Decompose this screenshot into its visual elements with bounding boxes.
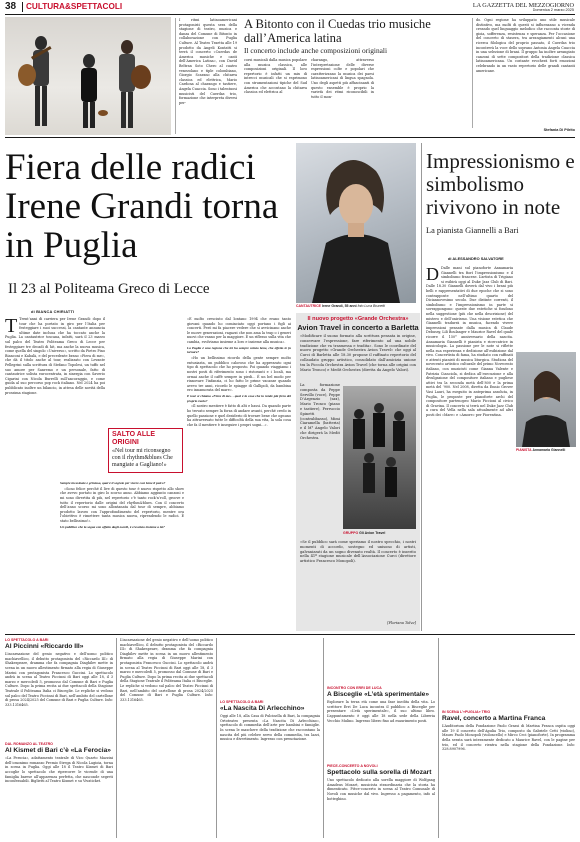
brief-mozart-kicker: PIECE-CONCERTO A NOVOLI: [327, 764, 378, 768]
brief-mozart-title: Spettacolo sulla sorella di Mozart: [327, 768, 432, 776]
brief-ferocia-title: Al Kismet di Bari c’è «La Ferocia»: [5, 746, 111, 754]
brief-riccardo-title: Al Piccinni «Riccardo III»: [5, 642, 84, 650]
newspaper-name: LA GAZZETTA DEL MEZZOGIORNO: [472, 1, 574, 9]
cuedas-article-col2: corsi musicali dalla musica popolare alla musica classica, alle composizioni originali. Il loro repertorio è infatti un mix di intrecci musicali che si esprimono con strumentazioni tipiche del Sud America che accostano la chitarra classica ed elettrica al: [244, 58, 307, 95]
sidebar-quote: «Nel tour mi riconsegno con il rhythm&blues Che mangiate a Gagliano!»: [112, 448, 173, 468]
avion-kicker: Il nuovo progetto «Grande Orchestra»: [307, 316, 409, 322]
avion-body-left: La formazione composta da Peppe Servillo (voce), Peppe D’Argenzio (sax), Mario Tronco (piano e tastiere), Ferruccio Spinetti (contrabbasso), Mimi Ciaramella (batteria) e il M° Angelo Valori che dirigerà la Medit Orchestra.: [300, 383, 340, 440]
caption-credit: foto Luca Brunetti: [357, 304, 386, 308]
brief-riccardo-kicker: LO SPETTACOLO A BARI: [5, 638, 49, 642]
brief-mozart-body: Uno spettacolo dedicato alla sorella maggiore di Wolfgang Amadeus Mozart, musicista straordinaria che la storia ha dimenticato. Pièce-concerto in scena al Teatro Comunale di Novoli con musiche dal vivo. Ingresso a pagamento, info al botteghino.: [327, 778, 435, 801]
caption-label: CANTAUTRICE: [296, 304, 322, 308]
giannelli-caption-label: PIANISTA: [516, 448, 532, 452]
avion-byline: [Floriana Tolve]: [387, 621, 416, 625]
main-byline: di BIANCA CHIRIATTI: [31, 309, 75, 314]
cuedas-trio-photo: [5, 17, 171, 135]
right-article-body: D Dalle mani sul pianoforte Annamaria Giannelli tra fiorì l’impressionismo e il simbolismo francese. L’artista di Trigiano si esibirà oggi al Duke Jazz Club di Bari. Dalle 18.30 Giannelli doverà dal vivo i brani più belli e rappresentativi di due epoche che si sono contrapposte nell’ultimo quarto del Diciannovesimo secolo. Due distinte correnti, il simbolismo e l’impressionismo in parte si sovrappongono: queste due estetiche si fondono nella suggestione (più che nella descrizione) del mistero e dell’onirismo. Una visione estetica che Giannelli tradurrà in musica, facendo vivere impressioni pensate dalla musica di Claude Debussy, Lili Boulanger e Maurice Ravel del quale ricorre il 150° anniversario della nascita. Annamaria Giannelli è pianista e ricercatrice in musicologia. La passione per le note si riflette nella sua esperienza e dedizione all’esibizione dal vivo. Concertista di fama, ha studiato con raffinati e attenti pianisti di musica liturgica. Studiosa del novecento artistico culturale del primo Novecento italiano, con musicisti come Gianna Valente e Patrizia Cianciola, si dedica all’esecuzione e alla divulgazione del compositore italiano e pugliese attivi tra la seconda metà dell’800 e la prima metà del ’900. Nel 2008, diretta da Ennio Grover Vasi Lauri, ha eseguito in anteprima assoluta, in Puglia, le proposte per pianoforte archi del compositore partenopeo Mario Piccioni al civico di Gravina. Il concerto si terrà nel Duke Jazz Club a cura del Vella nella sala attualmente ad altri posti dei «Mare» e «Amore» per Fiorentina.: [426, 266, 513, 417]
brief-arlecchino-body: Oggi alle 18, alla Casa di Pulcinella di Bari, la compagnia Ortoteatro presenta «La Nascita Di Arlecchino», spettacolo di commedia dell’arte per bambini e famiglie. In scena le maschere della tradizione che raccontano la nascita del più celebre servo della commedia, tra lazzi, musica e divertimento. Ingresso con prenotazione.: [220, 714, 320, 742]
avion-body-bottom: «Se il pubblico sarà come speriamo il nostro specchio, i nostri momenti di accordo, sostegno ed unisono di artisti, galvanizzati da un sogno divenuto realtà. Il concerto è inserito nella 41ª stagione musicale dell’Associazione Curci (direttore artistico Francesco Monopoli).: [300, 540, 416, 564]
brief-bisceglie-title: A Bisceglie «L’età sperimentale»: [327, 690, 430, 698]
briefs-divider-4: [438, 638, 439, 838]
main-article-col1: T Trent’anni di carriera per Irene Grandi: dopo il tour che ha portato in giro per l’Italia per festeggiare i suoi successi, la cantante annuncia ultime date inclusa che ha toccato anche la Puglia. La cantautrice toscana, infatti, sarà il 23 marzo sul palco del Teatro Politeama Greco di Lecce per festeggiare tre decadi di hit, ma anche la nuova musica, come quella del singolo «Universo», scritto da Pietro Pino Bianconi e Kabalà, e del precedente brano «Fiera di me», che dà il titolo anche al tour, realizzato con Levante Pellegrini sulla scrittura di Stefano Topolesi, un tuffo nel suo amore per Sanremo e un personale, fatto di cantautrice solista eurocentrata, in sinergia con Saverio Cigarini con Nicola Burrelli sull’ancoraggio, e come guida al suo percorso pop rock italiano. Nel 2024 ha poi pubblicato inoltre un bilancio, in attesa delle novità della prossima stagione.: [5, 317, 105, 395]
caption-text: Irene Grandi, 55 anni: [322, 304, 357, 308]
brief-bisceglie: [327, 686, 435, 762]
question-1: Sempre incasinate e grintosa, qual è il segreto per vivere così bene il palco?: [60, 481, 166, 485]
pianist-figure: [516, 352, 576, 447]
brief-bisceglie-body: Esplorare la terza età come una fase inedita della vita. Lo scrittore Erri De Luca incontra il pubblico a Bisceglie per presentare «L’età sperimentale», il suo ultimo libro. L’appuntamento è oggi alle 18 nella sede della Libreria Vecchio Mulino. Ingresso libero fino ad esaurimento posti.: [327, 700, 435, 723]
brief-bisceglie-kicker: INCONTRO CON ERRI DE LUCA: [327, 686, 382, 690]
cuedas-article-col4: do. Ogni regione ha sviluppato uno stile musicale distintivo, ma molti di questi si influenzano a vicenda creando quel linguaggio melodico che racconta storie di gioia, sofferenza, resistenza e speranza. Per l’occasione del concerto di stasera, tra arrangiamenti alcuni una ricerca filologica del proprio passato, il Cuerdas trio incontrerà la voce dello soprano Antonia Angela Cuaccia in una selezione di brani. Il gruppo ha inoltre arrangiato canzoni di sette compositori della tradizione classica latinoamericana. Un costante evocherà forti emozioni celebrando in un vasto repertorio delle grandi cantanti americane.: [472, 18, 575, 128]
brief-riccardo-body: L’incarnazione del genio negativo e dell’uomo politico machiavellico, il debutto protagonista del «Riccardo III» di Shakespeare, dramma che fa compagnia Diaghilev mette in scena in un nuovo allestimento firmato alla regia di Giuseppe Marini con protagonista Francesco Guccini. Lo spettacolo andrà in scena al Teatro Piccinni di Bari oggi alle 18, il 3 marzo e mercoledì 5, promosso dal Comune di Bari e Puglia Culture. Dopo la prima recita ai due spettacoli della Stagione Teatrale il Politeama Italia ci Bisceglie. Le repliche si vedono sul palco del Teatro Piccinni di Bari, nell’ambito del cartellone di prosa 2024/2025 del Comune di Bari e Puglia Culture. Info: 333.1316465.: [5, 652, 113, 707]
sidebar-title: SALTO ALLE ORIGINI: [112, 431, 156, 446]
brief-riccardo: [5, 638, 113, 740]
briefs-divider-3: [323, 638, 324, 838]
cuedas-article-col3: charango, attraverso l’interpretazione delle diverse espressioni colte e popolari che caratterizzano la musica dei paesi latinoamericani di lingua spagnola. Uno degli aspetti più affascinanti di questo ensemble è proprio la varietà dei ritmi riconoscibili in tutto il mon-: [311, 58, 374, 99]
cuedas-article-col1: I ritmi latinoamericani protagonisti questa sera della stagione di teatro, musica e danza del Comune di Bitonto in collaborazione con Puglia Culture. Al Teatro Traetta alle 19 prodotto da Angeli Kontatti si terrà il concerto «Cuerdas de America musiche e canti dell’America Latina», con David Beltran Soto Chero al cuatro venezolano e tiple colombiano, Giorgio Scarano alla chitarra classica ed elettrica, Mario Cardona al charango e tastiere, Angela Cuaccia. Sono i talentuosi musicisti del Cuerdas trio, formazione che interpreta diversi per-: [175, 18, 237, 134]
right-column-divider: [421, 143, 422, 631]
cuedas-subheadline: Il concerto include anche composizioni originali: [244, 46, 388, 55]
giannelli-caption-text: Annamaria Giannelli: [532, 448, 566, 452]
giannelli-caption: [516, 448, 578, 452]
main-subheadline: Il 23 al Politeama Greco di Lecce: [8, 281, 210, 297]
main-article-qa1: Sempre incasinate e grintosa, qual è il segreto per vivere così bene il palco? «Sono felice perché il live di questo tour è nuovo rispetto allo show che avevo portato in giro lo scorso anno. Abbiamo aggiunto canzoni e mi sono divertita di più, nel repertorio c’è tanto rock’n’roll, groove e tutto il repertorio dalle origini del rhythm&blues. Con il concerto dell’anno scorso mi sono allontanata dal tour di sempre, abbiamo prodotto lavoro con l’approfondimento del repertorio, mentre ora l’obiettivo è rimettere tanta musica nuova, riprendendo le radici. È stato bellissimo!». Un pubblico che la segue con affetto dagli esordi, è cresciuto insieme a lei?: [60, 481, 184, 529]
brief-ravel: [442, 710, 575, 838]
cuedas-headline: A Bitonto con il Cuedas trio musiche dall’America latina: [244, 18, 431, 45]
band-figures: [343, 386, 416, 529]
question-3: La Puglia è una regione che lei ha sempre voluto bene, che effetto le fa tornare?: [187, 345, 291, 355]
brief-ferocia: [5, 742, 113, 838]
avion-headline: Avion Travel in concerto a Barletta: [297, 323, 419, 332]
drop-cap: T: [5, 317, 18, 337]
main-headline: Fiera delle radici Irene Grandi torna in Puglia: [5, 148, 279, 265]
page-number: 38: [5, 1, 17, 12]
right-drop-cap: D: [426, 266, 439, 284]
giannelli-photo: [516, 352, 576, 447]
avion-caption-label: GRUPPO: [343, 531, 359, 535]
musicians-figures: [5, 17, 171, 135]
avion-lede: «Modificare il suono formato alla scrittura pensata in origine, conservare l’espressione, fare riferimento ad una nobile tradizione che va trasmessa e tradita». Sono le coordinate del nuovo progetto «Grande Orchestra Avion Travel» che oggi al Curci di Barletta alle 18.30 propone il raffinato repertorio del collaudato gruppo artistico, consolidato dall’amicizia unione tra la Piccola Orchestra Avion Travel (che torna alle origini con Mario Tronco) e Medit Orchestra (diretta da Angelo Valori).: [300, 334, 416, 372]
brief-arlecchino-kicker: LO SPETTACOLO A BARI: [220, 700, 264, 704]
cuedas-byline: Stefania Di Pilrito: [543, 128, 575, 132]
brief-mozart: [327, 764, 435, 838]
right-byline: di ALESSANDRO SALVATORE: [448, 256, 504, 261]
brief-ferocia-body: «La Ferocia», adattamento teatrale di Vico Quarto Mazzini dell’omonimo romanzo Premio Strega di Nicola Lagioia, torna in scena in Puglia. Oggi alle 18 il Teatro Kismet di Bari accoglie lo spettacolo che ripercorre le vicende di una famiglia barese all’apparenza perfetta, che nasconde segreti inconfessabili. Biglietti al Teatro Kismet e su Vivaticket.: [5, 756, 113, 784]
avion-photo: [343, 386, 416, 529]
irene-grandi-photo: [296, 143, 416, 303]
brief-ravel-kicker: IN SCENA L’«PUGLIA» TRIO: [442, 710, 491, 714]
right-subheadline: La pianista Giannelli a Bari: [426, 226, 519, 235]
briefs-top-rule: [5, 634, 575, 635]
briefs-divider-1: [116, 638, 117, 838]
right-headline: Impressionismo e simbolismo rivivono in note: [426, 150, 575, 219]
section-name: CULTURA&SPETTACOLI: [26, 2, 123, 11]
brief-riccardo-continued: L’incarnazione del genio negativo e dell’uomo politico machiavellico, il debutto protagonista del «Riccardo III» di Shakespeare, dramma che fa compagnia Diaghilev mette in scena in un nuovo allestimento firmato alla regia di Giuseppe Marini con protagonista Francesco Guccini. Lo spettacolo andrà in scena al Teatro Piccinni di Bari oggi alle 18, il 3 marzo e mercoledì 5, promosso dal Comune di Bari e Puglia Culture. Dopo la prima recita ai due spettacoli della Stagione Teatrale il Politeama Italia ci Bisceglie. Le repliche si vedono sul palco del Teatro Piccinni di Bari, nell’ambito del cartellone di prosa 2024/2025 del Comune di Bari e Puglia Culture. Info: 333.1316465.: [120, 638, 213, 702]
page-header: [0, 0, 580, 14]
header-rule: [5, 14, 575, 15]
avion-caption-text: Gli Avion Travel: [359, 531, 386, 535]
avion-photo-caption: [343, 531, 418, 536]
section-divider: [22, 2, 23, 12]
photo-caption: [296, 304, 416, 309]
brief-ravel-title: Ravel, concerto a Martina Franca: [442, 714, 546, 722]
brief-arlecchino-title: «La Nascita Di Arlecchino»: [220, 704, 305, 712]
question-2: Un pubblico che la segue con affetto dagli esordi, è cresciuto insieme a lei?: [60, 524, 165, 529]
top-section-rule: [5, 137, 575, 138]
main-article-col2: «È molto cresciuto dal lontano 1994 che erano tanto giovani quando ho cominciato oggi portano i figli ai concerti. Però mi fa piacere vedere che si avvicinano anche le nuove generazioni, ragazzi che non ama la trap o i generi nuovi che vanno per la maggiore. È un riflesso sulla vita che cambia, evolviamo insieme a loro e insieme alla musica». La Puglia è una regione che lei ha sempre voluto bene, che effetto le fa tornare? «Ho un bellissimo ricordo della gente sempre molto entusiasta, un pubblico caloroso che ha apprezzato ogni tipo di spettacolo che ho proposto. Poi quando viaggiamo i nostri posti di riferimento sono i ristoranti e i locali, ma ormai anche il caffè sempre in piedi... È un bel modo per rinnovare l’infanzia, ci ho fatto le prime vacanze quando avevo tre anni, ricordo le spiagge di Gallipoli, da bambina ero innamorata del mare». E tour si chiama «Fiera di me» - qual è la cosa che la rende più fiera del proprio ruolo? «Il nostro mestiere è fatto di alti e bassi. Da quando parte ho trovato sempre la forza di andare avanti, perché credo in quello passione e quel desiderio di trovare bene che ognuno ha attraversato tutte le difficoltà della sua vita, la sola cosa che fa il mestiere è inseguire i propri sogni...».: [187, 317, 291, 427]
sidebar-box: [108, 428, 183, 473]
question-4: E tour si chiama «Fiera di me» - qual è la cosa che la rende più fiera del proprio ruolo?: [187, 394, 291, 403]
issue-date: Domenica 2 marzo 2025: [532, 8, 574, 12]
portrait-figure: [296, 143, 416, 303]
brief-arlecchino: [220, 700, 320, 838]
brief-ravel-body: L’Auditorium della Fondazione Paolo Grassi di Martina Franca ospita oggi alle 19 il concerto dell’Apulia Trio, composto da Gabriele Cetti (violino), Mauro Paolo Monopoli (violoncello) e Mirco Ceci (pianoforte). In programma della serata sarà interamente dedicato a Maurice Ravel, con le pagine per trio, ed il concerto rientra nella stagione della Fondazione. Info: 328.8907996.: [442, 724, 575, 752]
brief-ferocia-kicker: DAL ROMANZO AL TEATRO: [5, 742, 53, 746]
briefs-divider-2: [216, 638, 217, 838]
